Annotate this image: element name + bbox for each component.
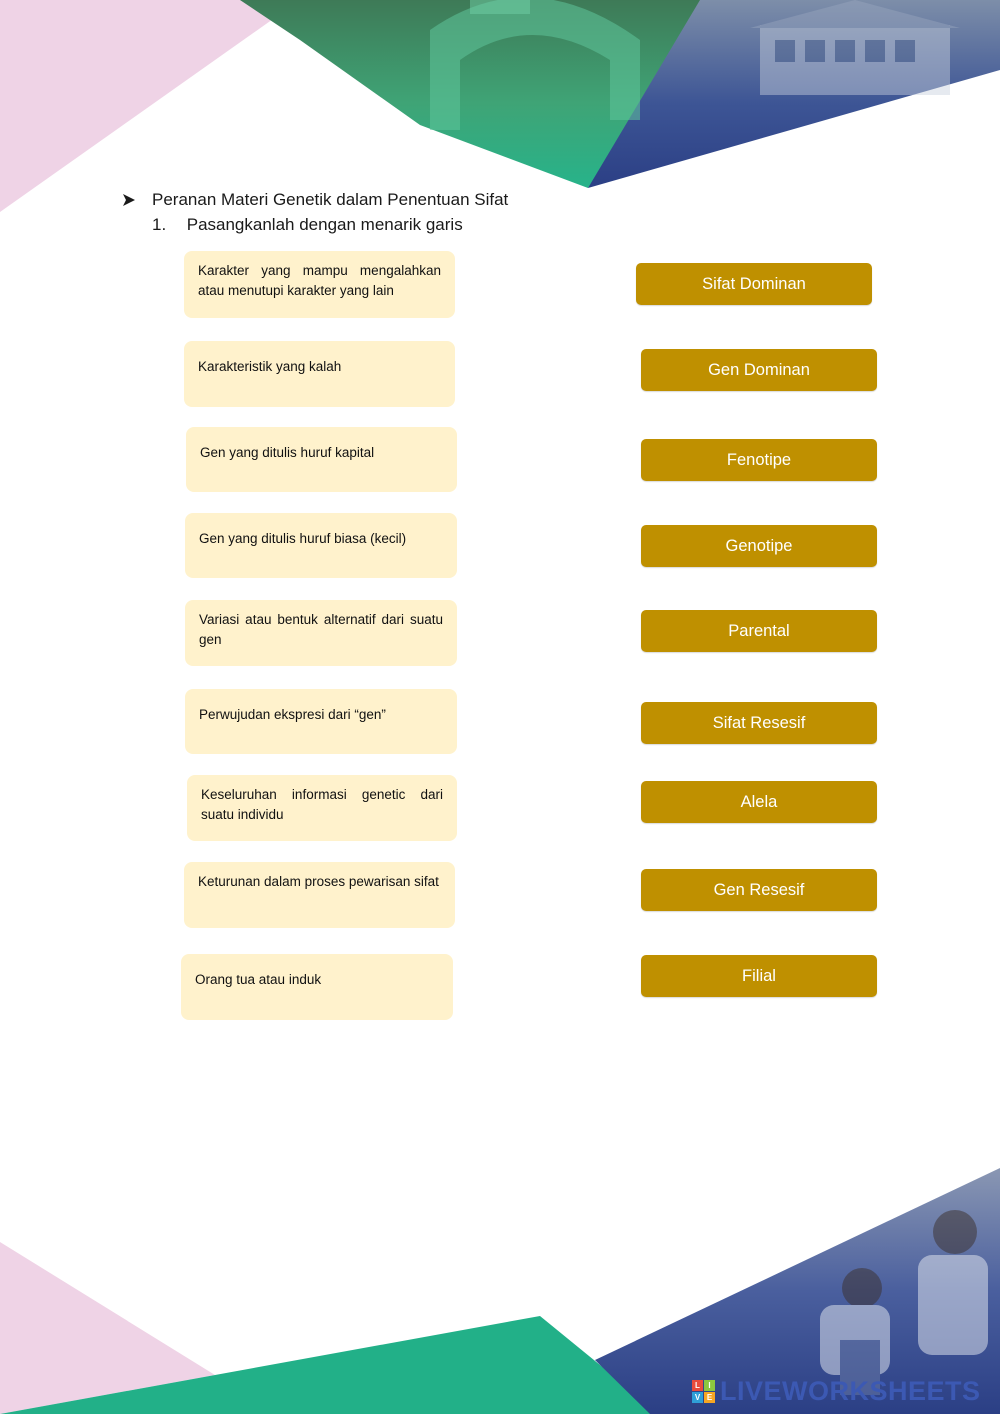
instruction-number: 1. xyxy=(152,215,167,234)
answer-box-2[interactable]: Gen Dominan xyxy=(641,349,877,391)
instruction-text: Pasangkanlah dengan menarik garis xyxy=(186,215,463,234)
arrowhead-bullet-icon xyxy=(122,193,136,207)
question-box-6[interactable]: Perwujudan ekspresi dari “gen” xyxy=(185,689,457,754)
logo-letter-l: L xyxy=(692,1380,703,1391)
instruction xyxy=(152,215,463,235)
pink-triangle-top xyxy=(0,0,300,212)
answer-box-8[interactable]: Gen Resesif xyxy=(641,869,877,911)
logo-letter-v: V xyxy=(692,1392,703,1403)
answer-box-6[interactable]: Sifat Resesif xyxy=(641,702,877,744)
question-box-2[interactable]: Karakteristik yang kalah xyxy=(184,341,455,407)
question-box-9[interactable]: Orang tua atau induk xyxy=(181,954,453,1020)
answer-box-3[interactable]: Fenotipe xyxy=(641,439,877,481)
question-box-3[interactable]: Gen yang ditulis huruf kapital xyxy=(186,427,457,492)
question-box-8[interactable]: Keturunan dalam proses pewarisan sifat xyxy=(184,862,455,928)
logo-text: LIVEWORKSHEETS xyxy=(720,1376,981,1406)
section-heading xyxy=(122,190,508,210)
answer-box-5[interactable]: Parental xyxy=(641,610,877,652)
answer-box-4[interactable]: Genotipe xyxy=(641,525,877,567)
question-box-5[interactable]: Variasi atau bentuk alternatif dari suatu gen xyxy=(185,600,457,666)
question-box-7[interactable]: Keseluruhan informasi genetic dari suatu individu xyxy=(187,775,457,841)
question-box-1[interactable]: Karakter yang mampu mengalahkan atau menutupi karakter yang lain xyxy=(184,251,455,318)
logo-letter-e: E xyxy=(704,1392,715,1403)
question-box-4[interactable]: Gen yang ditulis huruf biasa (kecil) xyxy=(185,513,457,578)
answer-box-7[interactable]: Alela xyxy=(641,781,877,823)
answer-box-9[interactable]: Filial xyxy=(641,955,877,997)
section-heading-text: Peranan Materi Genetik dalam Penentuan Sifat xyxy=(152,190,509,209)
logo-letter-i: I xyxy=(704,1380,715,1391)
liveworksheets-logo xyxy=(692,1376,981,1407)
answer-box-1[interactable]: Sifat Dominan xyxy=(636,263,872,305)
logo-squares-icon xyxy=(692,1380,715,1403)
